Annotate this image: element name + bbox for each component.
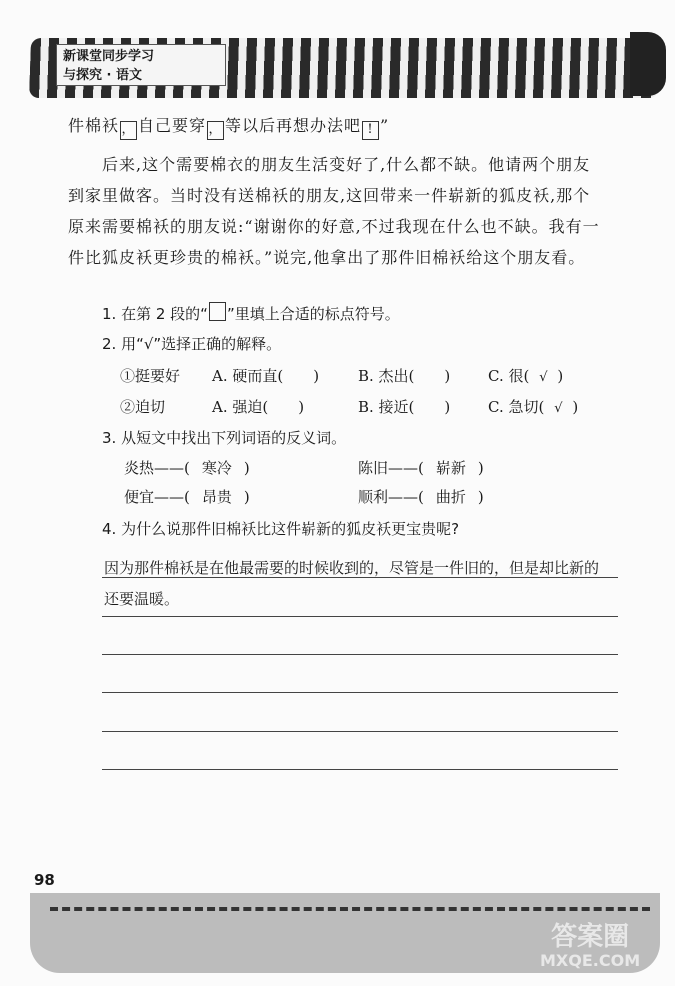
answer-line	[102, 769, 618, 770]
q2-row2-option-b	[358, 396, 450, 417]
passage-text: 等以后再想办法吧	[225, 116, 362, 135]
option-close: )	[313, 367, 320, 385]
logo-line2: 与探究 · 语文	[63, 68, 142, 83]
question-4: 4. 为什么说那件旧棉袄比这件崭新的狐皮袄更宝贵呢?	[102, 520, 460, 538]
site-watermark	[540, 922, 641, 973]
antonym-word: 炎热——(	[124, 459, 190, 477]
antonym-pair	[124, 486, 250, 507]
punctuation-box: !	[362, 121, 379, 140]
blank-box	[209, 302, 226, 321]
q2-row2-option-c	[488, 396, 578, 417]
check-mark: √	[554, 401, 563, 416]
option-close: )	[557, 367, 564, 385]
passage-p2-line3: 原来需要棉袄的朋友说:“谢谢你的好意,不过我现在什么也不缺。我有一	[68, 217, 600, 236]
antonym-word: 便宜——(	[124, 488, 190, 506]
option-label: B. 接近(	[358, 398, 415, 416]
q2-row1-option-a	[212, 365, 319, 386]
antonym-pair	[358, 457, 484, 478]
passage-p2-line4: 件比狐皮袄更珍贵的棉袄。”说完,他拿出了那件旧棉袄给这个朋友看。	[68, 248, 586, 267]
antonym-close: )	[477, 488, 484, 506]
check-mark: √	[539, 370, 548, 385]
passage-p2-line2: 到家里做客。当时没有送棉袄的朋友,这回带来一件崭新的狐皮袄,那个	[68, 186, 591, 205]
option-close: )	[298, 398, 305, 416]
antonym-close: )	[243, 459, 250, 477]
passage-text: 自己要穿	[138, 116, 207, 135]
question-2: 2. 用“√”选择正确的解释。	[102, 335, 282, 353]
antonym-answer: 昂贵	[201, 488, 232, 506]
antonym-pair	[358, 486, 484, 507]
q2-row1-option-c	[488, 365, 563, 386]
answer-line	[102, 654, 618, 655]
q2-row2-option-a	[212, 396, 304, 417]
logo-line1: 新课堂同步学习	[63, 49, 155, 64]
q2-word-2: ②迫切	[120, 398, 166, 416]
option-label: B. 杰出(	[358, 367, 415, 385]
answer-line	[102, 731, 618, 732]
footer-dashed-line	[50, 907, 650, 911]
option-close: )	[444, 398, 451, 416]
question-1	[102, 302, 400, 324]
antonym-close: )	[477, 459, 484, 477]
question-text: ”里填上合适的标点符号。	[226, 305, 400, 323]
antonym-word: 陈旧——(	[358, 459, 424, 477]
antonym-answer: 寒冷	[201, 459, 232, 477]
book-logo	[56, 44, 226, 86]
antonym-word: 顺利——(	[358, 488, 424, 506]
passage-line-1	[68, 113, 389, 140]
answer-line	[102, 692, 618, 693]
option-label: A. 强迫(	[212, 398, 269, 416]
option-close: )	[444, 367, 451, 385]
header-banner	[30, 38, 660, 98]
antonym-answer: 曲折	[435, 488, 466, 506]
answer-line	[102, 616, 618, 617]
passage-text: ”	[380, 116, 390, 135]
passage-text: 件棉袄	[68, 116, 120, 135]
q4-answer-line1: 因为那件棉袄是在他最需要的时候收到的，尽管是一件旧的，但是却比新的	[104, 559, 600, 577]
q2-word-1: ①挺要好	[120, 367, 181, 385]
antonym-pair	[124, 457, 250, 478]
punctuation-box: ，	[120, 121, 137, 140]
option-label: C. 很(	[488, 367, 530, 385]
watermark-text: 答案圈	[551, 922, 630, 952]
punctuation-box: ，	[207, 121, 224, 140]
q4-answer-line2: 还要温暖。	[104, 590, 180, 608]
option-label: A. 硬而直(	[212, 367, 284, 385]
page-number: 98	[34, 871, 55, 889]
q2-row1-option-b	[358, 365, 450, 386]
answer-line	[102, 577, 618, 578]
option-close: )	[572, 398, 579, 416]
antonym-close: )	[243, 488, 250, 506]
watermark-url: MXQE.COM	[540, 951, 641, 970]
antonym-answer: 崭新	[435, 459, 466, 477]
header-curl	[630, 32, 666, 96]
option-label: C. 急切(	[488, 398, 545, 416]
question-text: 1. 在第 2 段的“	[102, 305, 208, 323]
passage-p2-line1: 后来,这个需要棉衣的朋友生活变好了,什么都不缺。他请两个朋友	[102, 155, 591, 174]
question-3: 3. 从短文中找出下列词语的反义词。	[102, 429, 347, 447]
